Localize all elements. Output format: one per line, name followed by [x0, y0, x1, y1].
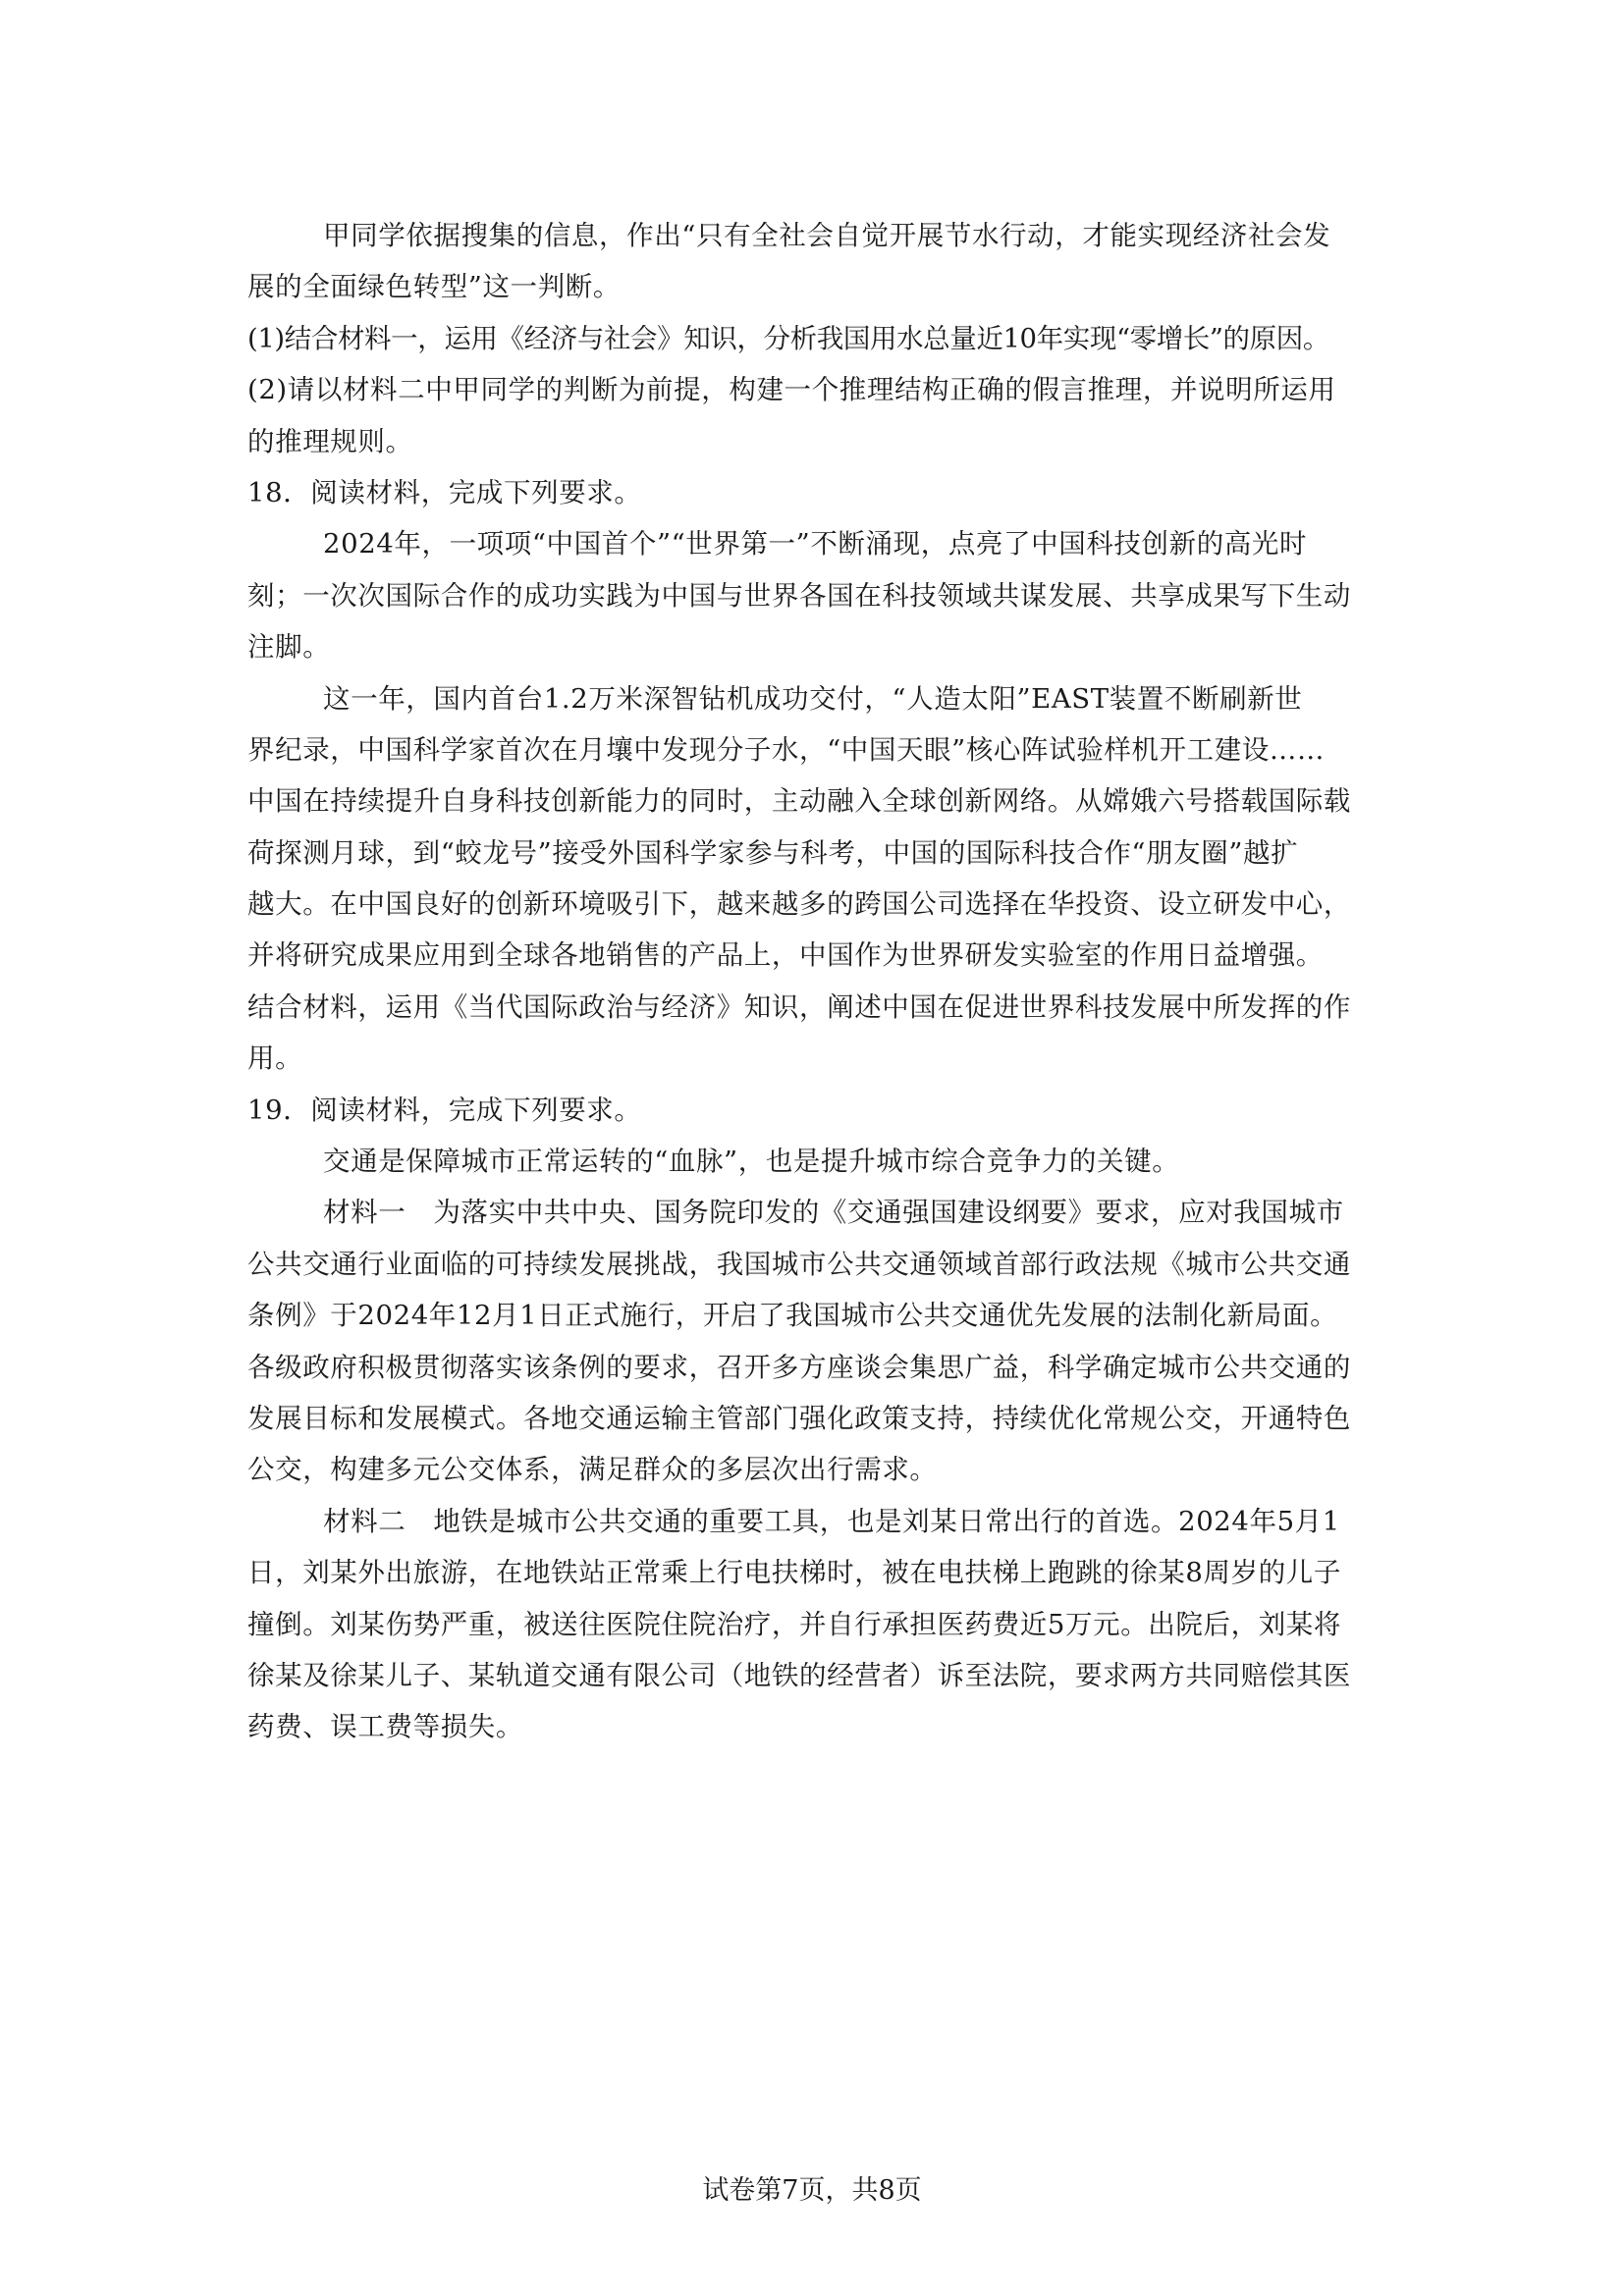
- text-line: 药费、误工费等损失。: [247, 1711, 523, 1743]
- text-line: 撞倒。刘某伤势严重，被送往医院住院治疗，并自行承担医药费近5万元。出院后，刘某将: [247, 1608, 1341, 1640]
- text-line: 展的全面绿色转型”这一判断。: [247, 271, 621, 303]
- text-line: 公交，构建多元公交体系，满足群众的多层次出行需求。: [247, 1454, 938, 1486]
- text-line: 日，刘某外出旅游，在地铁站正常乘上行电扶梯时，被在电扶梯上跑跳的徐某8周岁的儿子: [247, 1557, 1341, 1589]
- text-line: 徐某及徐某儿子、某轨道交通有限公司（地铁的经营者）诉至法院，要求两方共同赔偿其医: [247, 1659, 1351, 1691]
- question-19-heading: 19．阅读材料，完成下列要求。: [247, 1094, 642, 1126]
- text-line: 各级政府积极贯彻落实该条例的要求，召开多方座谈会集思广益，科学确定城市公共交通的: [247, 1351, 1351, 1383]
- text-line: 的推理规则。: [247, 425, 413, 457]
- text-line: 甲同学依据搜集的信息，作出“只有全社会自觉开展节水行动，才能实现经济社会发: [323, 220, 1331, 251]
- text-line: 注脚。: [247, 631, 331, 664]
- text-line: 用。: [247, 1042, 303, 1075]
- text-line: 荷探测月球，到“蛟龙号”接受外国科学家参与科考，中国的国际科技合作“朋友圈”越扩: [247, 836, 1299, 869]
- question-17-part-2: (2)请以材料二中甲同学的判断为前提，构建一个推理结构正确的假言推理，并说明所运用: [247, 374, 1336, 406]
- text-line: 发展目标和发展模式。各地交通运输主管部门强化政策支持，持续优化常规公交，开通特色: [247, 1402, 1351, 1434]
- text-line: 这一年，国内首台1.2万米深智钻机成功交付，“人造太阳”EAST装置不断刷新世: [323, 682, 1303, 715]
- text-line: 界纪录，中国科学家首次在月壤中发现分子水，“中国天眼”核心阵试验样机开工建设……: [247, 733, 1326, 766]
- question-18-heading: 18．阅读材料，完成下列要求。: [247, 476, 642, 508]
- text-line: 中国在持续提升自身科技创新能力的同时，主动融入全球创新网络。从嫦娥六号搭载国际载: [247, 785, 1351, 818]
- material-2-line: 材料二 地铁是城市公共交通的重要工具，也是刘某日常出行的首选。2024年5月1: [323, 1505, 1340, 1537]
- text-line: 2024年，一项项“中国首个”“世界第一”不断涌现，点亮了中国科技创新的高光时: [323, 528, 1308, 561]
- page-body: [247, 210, 1386, 1753]
- material-1-line: 材料一 为落实中共中央、国务院印发的《交通强国建设纲要》要求，应对我国城市: [323, 1197, 1344, 1229]
- page-footer: 试卷第7页，共8页: [702, 2175, 922, 2206]
- question-18-prompt: 结合材料，运用《当代国际政治与经济》知识，阐述中国在促进世界科技发展中所发挥的作: [247, 990, 1351, 1023]
- question-17-part-1: (1)结合材料一，运用《经济与社会》知识，分析我国用水总量近10年实现“零增长”的原因。: [247, 322, 1329, 354]
- text-line: 越大。在中国良好的创新环境吸引下，越来越多的跨国公司选择在华投资、设立研发中心，: [247, 888, 1351, 921]
- text-line: 刻；一次次国际合作的成功实践为中国与世界各国在科技领域共谋发展、共享成果写下生动: [247, 579, 1351, 612]
- text-line: 条例》于2024年12月1日正式施行，开启了我国城市公共交通优先发展的法制化新局面。: [247, 1300, 1338, 1332]
- text-line: 并将研究成果应用到全球各地销售的产品上，中国作为世界研发实验室的作用日益增强。: [247, 939, 1324, 972]
- text-line: 公共交通行业面临的可持续发展挑战，我国城市公共交通领域首部行政法规《城市公共交通: [247, 1248, 1351, 1280]
- text-line: 交通是保障城市正常运转的“血脉”，也是提升城市综合竞争力的关键。: [323, 1146, 1180, 1178]
